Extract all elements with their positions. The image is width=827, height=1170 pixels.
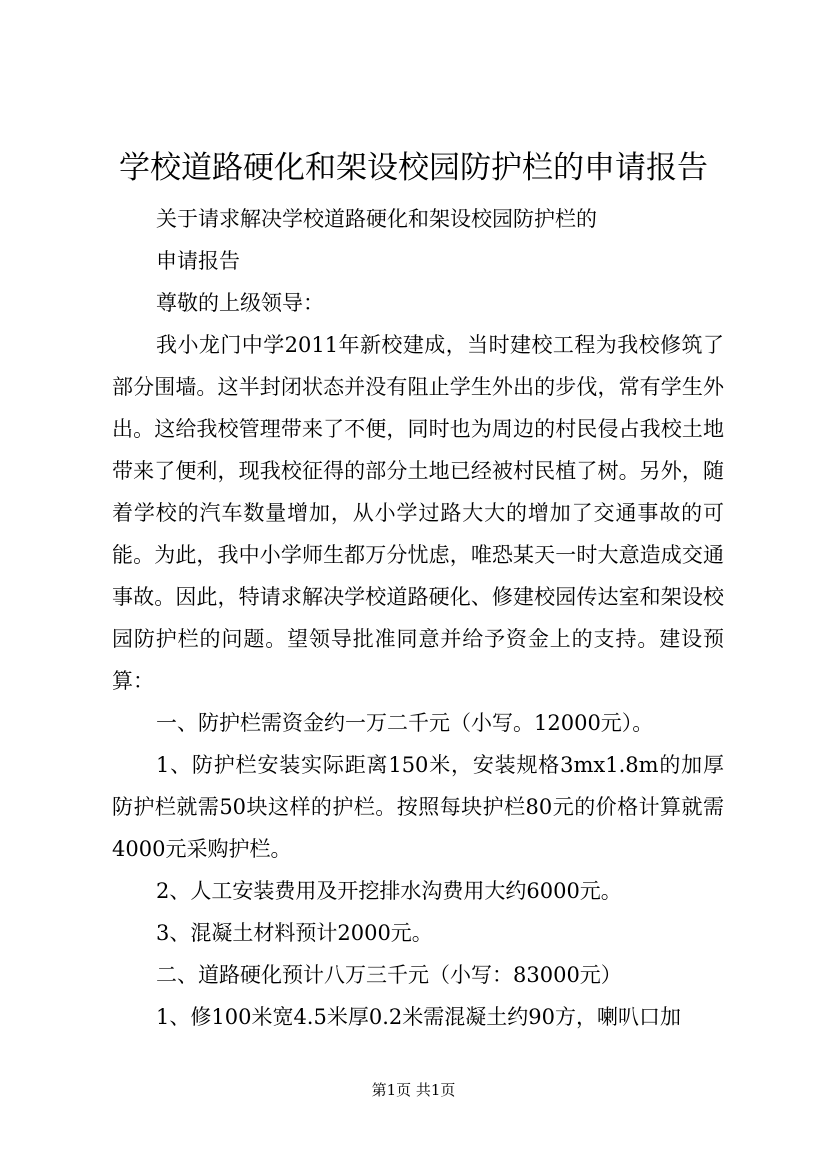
subject-line-2: 申请报告: [156, 249, 240, 273]
main-paragraph: 我小龙门中学2011年新校建成，当时建校工程为我校修筑了部分围墙。这半封闭状态并没有阻止学生外出的步伐，常有学生外出。这给我校管理带来了不便，同时也为周边的村民侵占我校土地带来了便利，现我校征得的部分土地已经被村民植了树。另外，随着学校的汽车数量增加，从小学过路大大的增加了交通事故的可能。为此，我中小学师生都万分忧虑，唯恐某天一时大意造成交通事故。因此，特请求解决学校道路硬化、修建校园传达室和架设校园防护栏的问题。望领导批准同意并给予资金上的支持。建设预算：: [112, 333, 724, 693]
budget-item-1-3: 3、混凝土材料预计2000元。: [156, 921, 433, 945]
budget-item-1-1: 1、防护栏安装实际距离150米，安装规格3mx1.8m的加厚防护栏就需50块这样的护栏。按照每块护栏80元的价格计算就需4000元采购护栏。: [112, 753, 724, 861]
budget-item-1: 一、防护栏需资金约一万二千元（小写。12000元）。: [156, 711, 654, 735]
subject-line-1: 关于请求解决学校道路硬化和架设校园防护栏的: [156, 207, 597, 231]
document-title: 学校道路硬化和架设校园防护栏的申请报告: [119, 150, 708, 186]
budget-item-2: 二、道路硬化预计八万三千元（小写：83000元）: [156, 963, 622, 987]
salutation: 尊敬的上级领导：: [156, 291, 324, 315]
page-number: 第1页 共1页: [371, 1081, 456, 1099]
budget-item-2-1: 1、修100米宽4.5米厚0.2米需混凝土约90方，喇叭口加: [156, 1005, 681, 1029]
document-body: [112, 198, 724, 1038]
budget-item-1-2: 2、人工安装费用及开挖排水沟费用大约6000元。: [156, 879, 622, 903]
